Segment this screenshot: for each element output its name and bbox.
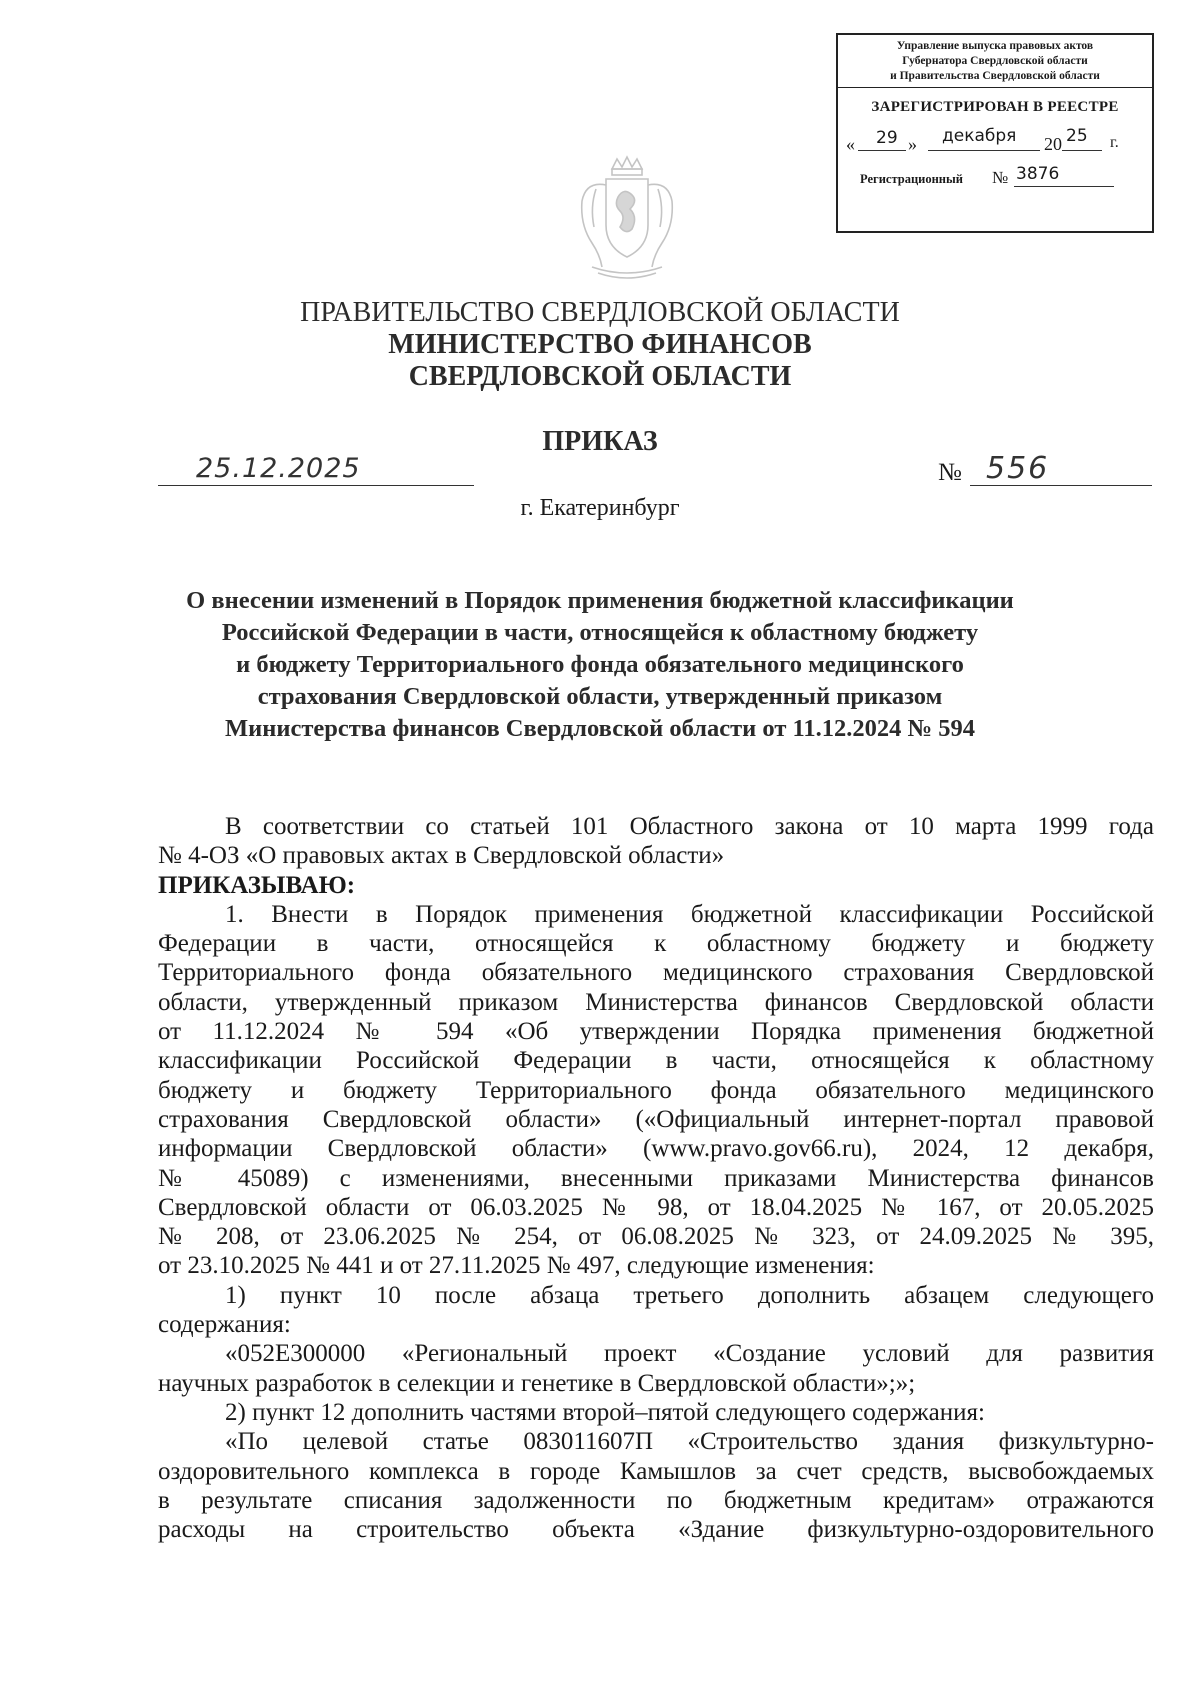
order-number-label: №	[938, 459, 962, 486]
body-line: № 45089) с изменениями, внесенными приказами Министерства финансов	[158, 1164, 1154, 1192]
stamp-date-row	[838, 126, 1152, 156]
stamp-header	[838, 35, 1152, 88]
ministry-name-line2: СВЕРДЛОВСКОЙ ОБЛАСТИ	[408, 361, 792, 392]
body-line: «052Е300000 «Региональный проект «Создание условий для развития	[225, 1340, 1154, 1368]
stamp-year-abbr: г.	[1110, 134, 1119, 151]
body-line: 1) пункт 10 после абзаца третьего дополнить абзацем следующего	[225, 1281, 1154, 1309]
ministry-name-line1: МИНИСТЕРСТВО ФИНАНСОВ	[388, 329, 812, 360]
body-line: 1. Внести в Порядок применения бюджетной классификации Российской	[225, 900, 1154, 928]
body-line: расходы на строительство объекта «Здание физкультурно-оздоровительного	[158, 1516, 1154, 1544]
order-number-field	[970, 451, 1152, 486]
subject-line: и бюджету Территориального фонда обязательного медицинского	[236, 651, 964, 678]
stamp-year-suffix: 25	[1066, 126, 1088, 146]
body-line: классификации Российской Федерации в части, относящейся к областному	[158, 1047, 1154, 1075]
body-line: № 208, от 23.06.2025 № 254, от 06.08.2025 № 323, от 24.09.2025 № 395,	[158, 1223, 1154, 1251]
body-line: бюджету и бюджету Территориального фонда обязательного медицинского	[158, 1076, 1154, 1104]
body-line: Свердловской области от 06.03.2025 № 98, от 18.04.2025 № 167, от 20.05.2025	[158, 1193, 1154, 1221]
stamp-reg-label: Регистрационный	[860, 172, 963, 186]
body-line: 2) пункт 12 дополнить частями второй–пятой следующего содержания:	[225, 1398, 985, 1426]
body-line: от 11.12.2024 № 594 «Об утверждении Порядка применения бюджетной	[158, 1018, 1154, 1046]
body-line: в результате списания задолженности по бюджетным кредитам» отражаются	[158, 1486, 1154, 1514]
stamp-year-prefix: 20	[1044, 134, 1062, 154]
body-line: «По целевой статье 083011607П «Строительство здания физкультурно-	[225, 1428, 1154, 1456]
body-line: В соответствии со статьей 101 Областного закона от 10 марта 1999 года	[225, 813, 1154, 840]
body-line: Территориального фонда обязательного медицинского страхования Свердловской	[158, 959, 1154, 987]
subject-line: страхования Свердловской области, утвержденный приказом	[257, 683, 943, 710]
stamp-reg-number: 3876	[1016, 164, 1060, 184]
subject-line: Российской Федерации в части, относящейся к областному бюджету	[221, 619, 979, 646]
order-body	[158, 812, 1154, 1544]
order-subject	[140, 585, 1060, 745]
order-date-handwritten: 25.12.2025	[196, 453, 361, 484]
body-line: от 23.10.2025 № 441 и от 27.11.2025 № 497, следующие изменения:	[158, 1252, 875, 1280]
stamp-no-sign: №	[992, 168, 1009, 187]
body-line: области, утвержденный приказом Министерства финансов Свердловской области	[158, 988, 1154, 1016]
body-line: содержания:	[158, 1311, 291, 1339]
stamp-quote-close: »	[908, 134, 917, 154]
stamp-registered-text: ЗАРЕГИСТРИРОВАН В РЕЕСТРЕ	[871, 99, 1119, 115]
stamp-day: 29	[876, 128, 898, 148]
stamp-header-line: Губернатора Свердловской области	[902, 55, 1088, 67]
subject-line: Министерства финансов Свердловской области от 11.12.2024 № 594	[224, 715, 976, 742]
body-line: оздоровительного комплекса в городе Камышлов за счет средств, высвобождаемых	[158, 1457, 1154, 1485]
government-name: ПРАВИТЕЛЬСТВО СВЕРДЛОВСКОЙ ОБЛАСТИ	[300, 297, 900, 328]
body-line: научных разработок в селекции и генетике в Свердловской области»;»;	[158, 1369, 916, 1397]
stamp-header-line: и Правительства Свердловской области	[890, 70, 1100, 82]
stamp-quote-open: «	[846, 134, 855, 154]
document-header	[0, 297, 1200, 393]
body-line: страхования Свердловской области» («Официальный интернет-портал правовой	[158, 1105, 1154, 1133]
stamp-header-line: Управление выпуска правовых актов	[896, 40, 1094, 52]
coat-of-arms-icon	[572, 155, 682, 285]
order-date-field	[158, 455, 474, 486]
body-line: № 4-ОЗ «О правовых актах в Свердловской области»	[158, 842, 725, 870]
body-line: информации Свердловской области» (www.pravo.gov66.ru), 2024, 12 декабря,	[158, 1135, 1154, 1163]
body-line: Федерации в части, относящейся к областному бюджету и бюджету	[158, 930, 1154, 958]
subject-line: О внесении изменений в Порядок применения бюджетной классификации	[186, 587, 1014, 614]
order-number-handwritten: 556	[986, 451, 1050, 486]
stamp-number-row	[838, 164, 1152, 194]
order-title: ПРИКАЗ	[542, 426, 658, 457]
registration-stamp	[836, 33, 1154, 233]
stamp-month: декабря	[942, 126, 1017, 146]
decree-word: ПРИКАЗЫВАЮ:	[158, 871, 356, 899]
order-city: г. Екатеринбург	[520, 495, 680, 521]
